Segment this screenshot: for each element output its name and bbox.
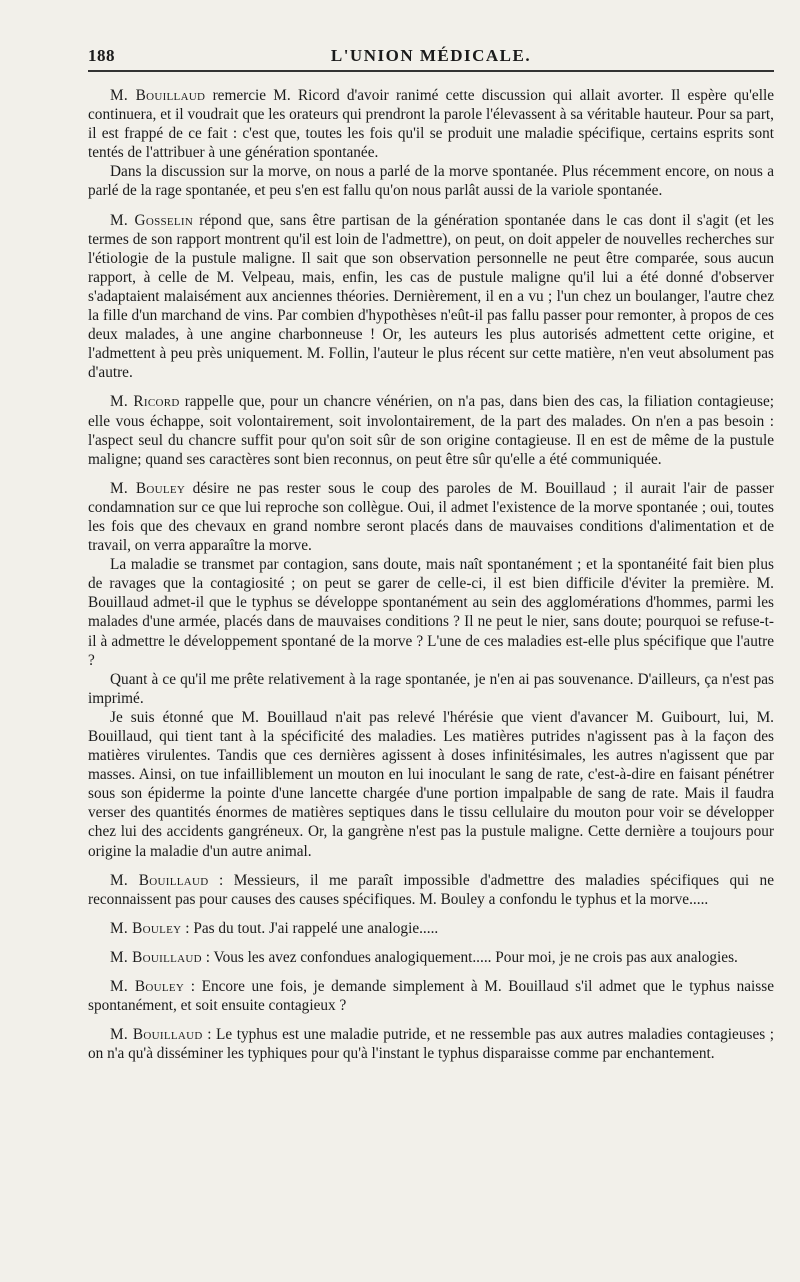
paragraph-text: Dans la discussion sur la morve, on nous a parlé de la morve spontanée. Plus récemment encore, on nous a parlé de la rage spontanée, et peu s'en est fallu qu'on nous parlât aussi de la variole spontanée.	[88, 163, 774, 200]
speaker-name: M. Bouillaud	[110, 87, 206, 104]
paragraph-text: Quant à ce qu'il me prête relativement à la rage spontanée, je n'en ai pas souvenance. D'ailleurs, ça n'est pas imprimé.	[88, 670, 774, 707]
paragraph	[88, 670, 774, 708]
paragraph	[88, 977, 774, 1015]
journal-title: L'UNION MÉDICALE.	[330, 46, 532, 65]
paragraph-text: : Messieurs, il me paraît impossible d'admettre des maladies spécifiques qui ne reconnaissent pas pour causes des causes spécifiques. M. Bouley a confondu le typhus et la morve.....	[88, 871, 774, 908]
paragraph-text: répond que, sans être partisan de la génération spontanée dans le cas dont il s'agit (et les termes de son rapport montrent qu'il est loin de l'admettre), on peut, on doit appeler de nouvelles recherches sur l'étiologie de la pustule maligne. Il sait que son observation personnelle ne peut être comparée, sous aucun rapport, à celle de M. Velpeau, mais, enfin, les cas de pustule maligne qu'il lui a été donné d'observer s'adaptaient malaisément aux anciennes théories. Dernièrement, il en a vu ; l'un chez un boulanger, l'autre chez la fille d'un marchand de vins. Par combien d'hypothèses n'eût-il pas fallu passer pour remonter, à propos de ces deux malades, à une angine charbonneuse ! Or, les auteurs les plus autorisés admettent cette origine, et l'admettent à peu près uniquement. M. Follin, l'auteur le plus récent sur cette matière, n'en veut absolument pas d'autre.	[88, 211, 774, 382]
speaker-name: M. Bouley	[110, 978, 185, 996]
speaker-name: M. Bouley	[110, 479, 186, 497]
speaker-name: M. Ricord	[110, 393, 180, 411]
paragraph	[88, 708, 774, 861]
paragraph-text: désire ne pas rester sous le coup des paroles de M. Bouillaud ; il aurait l'air de passer condamnation sur ce que lui reproche son collègue. Oui, il admet l'existence de la morve spontanée ; oui, toutes les fois que des chevaux en grand nombre seront placés dans de mauvaises conditions d'alimentation et de travail, on verra apparaître la morve.	[88, 479, 774, 555]
speaker-name: M. Bouillaud	[110, 1026, 203, 1044]
paragraph	[88, 919, 774, 938]
paragraph-text: La maladie se transmet par contagion, sans doute, mais naît spontanément ; et la spontanéité fait bien plus de ravages que la contagiosité ; on peut se garer de celle-ci, il est bien difficile d'éviter la première. M. Bouillaud admet-il que le typhus se développe spontanément au sein des agglomérations d'hommes, parmi les malades d'une armée, placés dans de mauvaises conditions ? Il ne peut le nier, sans doute; pourquoi se refuse-t-il à admettre le développement spontané de la morve ? L'une de ces maladies est-elle plus spécifique que l'autre ?	[88, 556, 774, 669]
paragraph	[88, 1025, 774, 1063]
body-text	[88, 86, 774, 1063]
paragraph	[88, 871, 774, 909]
paragraph	[88, 86, 774, 162]
paragraph-text: remercie M. Ricord d'avoir ranimé cette discussion qui allait avorter. Il espère qu'elle continuera, et il voudrait que les orateurs qui prendront la parole l'élevassent à sa véritable hauteur. Pour sa part, il est frappé de ce fait : c'est que, toutes les fois qu'il se produit une maladie spécifique, certains esprits sont tentés de l'attribuer à une génération spontanée.	[88, 87, 774, 162]
paragraph-text: Je suis étonné que M. Bouillaud n'ait pas relevé l'hérésie que vient d'avancer M. Guibourt, lui, M. Bouillaud, qui tient tant à la spécificité des maladies. Les matières putrides n'agissent pas à la façon des matières virulentes. Tandis que ces dernières agissent à doses infinitésimales, les autres n'agissent que par masses. Ainsi, on tue infailliblement un mouton en lui inoculant le sang de rate, c'est-à-dire en faisant pénétrer sous son épiderme la pointe d'une lancette chargée d'une portion impalpable de sang de rate. Mais il faudra verser des quantités énormes de matières septiques dans le tissu cellulaire du mouton pour voir se développer chez lui des accidents gangréneux. Or, la gangrène n'est pas la pustule maligne. Cette dernière a toujours pour origine la maladie d'un autre animal.	[88, 708, 774, 860]
paragraph	[88, 555, 774, 670]
page-number: 188	[88, 46, 115, 65]
speaker-name: M. Bouillaud	[110, 871, 209, 889]
paragraph-text: : Encore une fois, je demande simplement à M. Bouillaud s'il admet que le typhus naisse spontanément, et soit ensuite contagieux ?	[88, 978, 774, 1015]
paragraph-text: : Vous les avez confondues analogiquement..... Pour moi, je ne crois pas aux analogies.	[201, 948, 738, 966]
speaker-name: M. Bouley	[110, 919, 182, 937]
paragraph	[88, 479, 774, 555]
page-header	[88, 0, 774, 70]
header-rule	[88, 70, 774, 72]
paragraph-text: rappelle que, pour un chancre vénérien, on n'a pas, dans bien des cas, la filiation contagieuse; elle vous échappe, soit volontairement, soit involontairement, de la part des malades. On n'en a pas besoin : l'aspect seul du chancre suffit pour qu'on soit sûr de son origine contagieuse. Il en est de même de la pustule maligne; quand ses caractères sont bien reconnus, on peut être sûr qu'elle a été communiquée.	[88, 393, 774, 468]
paragraph	[88, 392, 774, 468]
speaker-name: M. Gosselin	[110, 211, 194, 229]
speaker-name: M. Bouillaud	[110, 948, 202, 966]
paragraph	[88, 162, 774, 200]
paragraph	[88, 948, 774, 967]
paragraph-text: : Le typhus est une maladie putride, et ne ressemble pas aux autres maladies contagieuses ; on n'a qu'à disséminer les typhiques pour qu'à l'instant le typhus disparaisse comme par enchantement.	[88, 1026, 775, 1063]
paragraph	[88, 211, 774, 383]
paragraph-text: : Pas du tout. J'ai rappelé une analogie.....	[181, 919, 439, 937]
